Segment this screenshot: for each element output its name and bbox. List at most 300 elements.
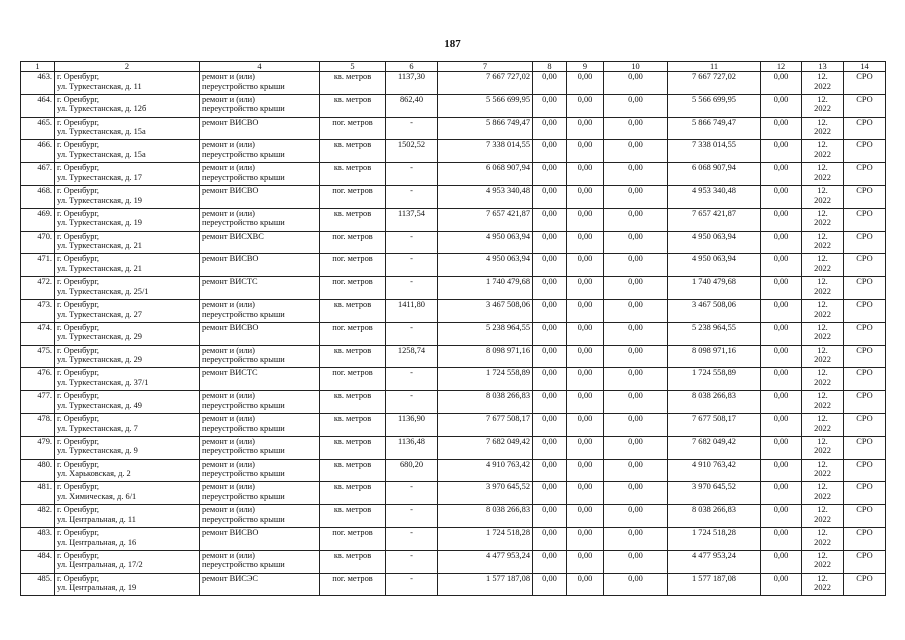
row-number-cell [21, 185, 55, 208]
quantity: - [410, 391, 413, 401]
address-line-1: г. Оренбург, [57, 527, 100, 537]
cost-col-10: 0,00 [628, 231, 643, 241]
row-number-cell [21, 322, 55, 345]
unit-cell [320, 345, 386, 368]
cost-col-11: 7 682 049,42 [692, 436, 736, 446]
cost-col-9-cell [567, 459, 604, 482]
cost-col-8-cell [533, 72, 567, 95]
table-row [21, 482, 886, 505]
cost-col-8-cell [533, 299, 567, 322]
address-line-2: ул. Центральная, д. 17/2 [57, 560, 143, 570]
cost-col-11: 8 038 266,83 [692, 391, 736, 401]
table-row [21, 208, 886, 231]
cost-col-10: 0,00 [628, 436, 643, 446]
cost-col-8: 0,00 [542, 573, 557, 583]
address-line-1: г. Оренбург, [57, 163, 100, 173]
funding-source: СРО [856, 277, 873, 287]
cost-col-10-cell [604, 550, 668, 573]
quantity-cell [386, 413, 438, 436]
address-line-1: г. Оренбург, [57, 368, 100, 378]
row-number: 470. [37, 231, 52, 241]
address-cell [55, 277, 200, 300]
cost-col-8: 0,00 [542, 185, 557, 195]
address-cell [55, 322, 200, 345]
total-cost-cell [438, 208, 533, 231]
row-number: 465. [37, 117, 52, 127]
total-cost: 7 338 014,55 [486, 140, 530, 150]
cost-col-12: 0,00 [773, 72, 789, 81]
cost-col-10: 0,00 [628, 413, 643, 423]
unit-cell [320, 72, 386, 95]
unit: кв. метров [333, 208, 372, 218]
cost-col-11: 5 866 749,47 [692, 117, 736, 127]
unit-cell [320, 368, 386, 391]
quantity-cell [386, 254, 438, 277]
cost-col-9-cell [567, 573, 604, 596]
funding-source: СРО [856, 413, 873, 423]
unit: пог. метров [332, 117, 373, 127]
cost-col-8: 0,00 [542, 277, 557, 287]
cost-col-11: 7 667 727,02 [692, 72, 736, 81]
cost-col-12-cell [761, 482, 802, 505]
funding-source: СРО [856, 208, 873, 218]
address-line-1: г. Оренбург, [57, 322, 100, 332]
work-type-cell [200, 94, 320, 117]
total-cost-cell [438, 505, 533, 528]
funding-source: СРО [856, 459, 873, 469]
cost-col-9: 0,00 [577, 185, 593, 195]
quantity: - [410, 573, 413, 583]
address-cell [55, 185, 200, 208]
address-line-1: г. Оренбург, [57, 505, 100, 515]
funding-source: СРО [856, 345, 873, 355]
cost-col-9: 0,00 [577, 459, 593, 469]
row-number: 466. [37, 140, 52, 150]
row-number-cell [21, 436, 55, 459]
unit: кв. метров [333, 459, 372, 469]
cost-col-11: 7 677 508,17 [692, 413, 736, 423]
total-cost: 8 038 266,83 [486, 391, 530, 401]
cost-col-9: 0,00 [577, 482, 593, 492]
unit: пог. метров [332, 368, 373, 378]
cost-col-11-cell [668, 345, 761, 368]
deadline-line-2: 2022 [814, 446, 831, 456]
quantity-cell [386, 368, 438, 391]
cost-col-9-cell [567, 505, 604, 528]
work-type-cell [200, 505, 320, 528]
cost-col-10: 0,00 [628, 550, 643, 560]
cost-col-11-cell [668, 436, 761, 459]
cost-col-12: 0,00 [773, 482, 789, 492]
cost-col-10: 0,00 [628, 459, 643, 469]
funding-source: СРО [856, 436, 873, 446]
cost-col-11-cell [668, 322, 761, 345]
cost-col-8: 0,00 [542, 436, 557, 446]
unit-cell [320, 185, 386, 208]
cost-col-8-cell [533, 459, 567, 482]
cost-col-8-cell [533, 413, 567, 436]
table-row [21, 345, 886, 368]
cost-col-8-cell [533, 185, 567, 208]
deadline-line-1: 12. [817, 117, 828, 127]
deadline-cell [802, 322, 844, 345]
cost-col-9: 0,00 [577, 391, 593, 401]
funding-source-cell [844, 527, 886, 550]
cost-col-9-cell [567, 231, 604, 254]
cost-col-12-cell [761, 163, 802, 186]
unit: кв. метров [333, 436, 372, 446]
cost-col-8-cell [533, 436, 567, 459]
work-type-cell [200, 185, 320, 208]
cost-col-8-cell [533, 231, 567, 254]
unit: кв. метров [333, 482, 372, 492]
unit-cell [320, 163, 386, 186]
cost-col-8-cell [533, 140, 567, 163]
unit: пог. метров [332, 254, 373, 264]
row-number: 479. [37, 436, 52, 446]
address-line-1: г. Оренбург, [57, 436, 100, 446]
work-type-line-1: ремонт ВИСЭС [202, 573, 258, 583]
quantity: - [410, 505, 413, 515]
unit-cell [320, 94, 386, 117]
quantity-cell [386, 573, 438, 596]
row-number: 475. [37, 345, 52, 355]
quantity: 1136,48 [398, 436, 425, 446]
funding-source: СРО [856, 94, 873, 104]
cost-col-10-cell [604, 436, 668, 459]
cost-col-12-cell [761, 391, 802, 414]
work-type-line-2: переустройство крыши [202, 218, 285, 228]
quantity-cell [386, 117, 438, 140]
deadline-line-1: 12. [817, 208, 828, 218]
quantity: 1411,80 [398, 299, 425, 309]
deadline-cell [802, 459, 844, 482]
cost-col-12: 0,00 [773, 94, 789, 104]
cost-col-8: 0,00 [542, 413, 557, 423]
table-row [21, 254, 886, 277]
cost-col-9: 0,00 [577, 368, 593, 378]
cost-col-11-cell [668, 254, 761, 277]
cost-col-9: 0,00 [577, 505, 593, 515]
cost-col-11: 4 910 763,42 [692, 459, 736, 469]
cost-col-11: 5 566 699,95 [692, 94, 736, 104]
deadline-line-1: 12. [817, 505, 828, 515]
work-type-line-1: ремонт ВИСВО [202, 527, 259, 537]
cost-col-10-cell [604, 140, 668, 163]
work-type-line-2: переустройство крыши [202, 149, 285, 159]
cost-col-11-cell [668, 505, 761, 528]
work-type-line-2: переустройство крыши [202, 400, 285, 410]
deadline-line-2: 2022 [814, 218, 831, 228]
cost-col-11-cell [668, 299, 761, 322]
cost-col-11: 4 950 063,94 [692, 231, 736, 241]
work-type-line-1: ремонт и (или) [202, 413, 255, 423]
cost-col-10: 0,00 [628, 505, 643, 515]
quantity: - [410, 368, 413, 378]
cost-col-10-cell [604, 254, 668, 277]
column-header: 4 [200, 62, 320, 72]
cost-col-8: 0,00 [542, 459, 557, 469]
address-line-2: ул. Туркестанская, д. 7 [57, 423, 138, 433]
quantity-cell [386, 436, 438, 459]
deadline-line-2: 2022 [814, 241, 831, 251]
unit-cell [320, 277, 386, 300]
cost-col-12: 0,00 [773, 573, 789, 583]
row-number: 467. [37, 163, 52, 173]
address-cell [55, 299, 200, 322]
work-type-line-1: ремонт и (или) [202, 94, 255, 104]
cost-col-11-cell [668, 208, 761, 231]
cost-col-12-cell [761, 72, 802, 95]
deadline-line-1: 12. [817, 254, 828, 264]
total-cost-cell [438, 368, 533, 391]
cost-col-12-cell [761, 185, 802, 208]
deadline-cell [802, 391, 844, 414]
work-type-line-1: ремонт и (или) [202, 140, 255, 150]
row-number: 476. [37, 368, 52, 378]
funding-source-cell [844, 482, 886, 505]
deadline-cell [802, 277, 844, 300]
total-cost-cell [438, 231, 533, 254]
cost-col-10-cell [604, 413, 668, 436]
cost-col-11: 1 724 518,28 [692, 527, 736, 537]
funding-source-cell [844, 413, 886, 436]
address-cell [55, 140, 200, 163]
cost-col-12: 0,00 [773, 254, 789, 264]
cost-col-12: 0,00 [773, 117, 789, 127]
row-number-cell [21, 208, 55, 231]
cost-col-12: 0,00 [773, 208, 789, 218]
work-type-line-1: ремонт ВИСТС [202, 368, 258, 378]
cost-col-12: 0,00 [773, 277, 789, 287]
address-cell [55, 117, 200, 140]
quantity-cell [386, 163, 438, 186]
address-line-2: ул. Туркестанская, д. 27 [57, 309, 142, 319]
row-number: 477. [37, 391, 52, 401]
total-cost-cell [438, 299, 533, 322]
total-cost: 5 238 964,55 [486, 322, 530, 332]
row-number-cell [21, 117, 55, 140]
row-number: 471. [37, 254, 52, 264]
cost-col-8: 0,00 [542, 299, 557, 309]
deadline-line-1: 12. [817, 573, 828, 583]
unit: кв. метров [333, 413, 372, 423]
total-cost: 8 038 266,83 [486, 505, 530, 515]
unit-cell [320, 254, 386, 277]
address-cell [55, 459, 200, 482]
unit-cell [320, 322, 386, 345]
cost-col-11-cell [668, 163, 761, 186]
cost-col-12-cell [761, 573, 802, 596]
address-line-2: ул. Туркестанская, д. 15а [57, 149, 146, 159]
cost-col-12-cell [761, 322, 802, 345]
unit-cell [320, 413, 386, 436]
total-cost-cell [438, 573, 533, 596]
work-type-cell [200, 231, 320, 254]
address-cell [55, 254, 200, 277]
cost-col-11-cell [668, 117, 761, 140]
work-type-line-2: переустройство крыши [202, 309, 285, 319]
address-line-2: ул. Туркестанская, д. 9 [57, 446, 138, 456]
address-line-1: г. Оренбург, [57, 185, 100, 195]
work-type-cell [200, 277, 320, 300]
funding-source-cell [844, 368, 886, 391]
deadline-line-2: 2022 [814, 537, 831, 547]
deadline-line-1: 12. [817, 94, 828, 104]
total-cost: 3 467 508,06 [486, 299, 530, 309]
cost-col-9: 0,00 [577, 140, 593, 150]
cost-col-8-cell [533, 391, 567, 414]
cost-col-10-cell [604, 163, 668, 186]
funding-source: СРО [856, 527, 873, 537]
unit: пог. метров [332, 185, 373, 195]
deadline-line-2: 2022 [814, 377, 831, 387]
work-type-cell [200, 573, 320, 596]
funding-source-cell [844, 391, 886, 414]
row-number-cell [21, 527, 55, 550]
cost-col-8-cell [533, 482, 567, 505]
work-type-cell [200, 322, 320, 345]
unit-cell [320, 299, 386, 322]
table-row [21, 505, 886, 528]
deadline-line-1: 12. [817, 550, 828, 560]
cost-col-10: 0,00 [628, 322, 643, 332]
cost-col-10-cell [604, 505, 668, 528]
address-line-2: ул. Туркестанская, д. 19 [57, 218, 142, 228]
cost-col-12-cell [761, 436, 802, 459]
address-cell [55, 231, 200, 254]
address-line-1: г. Оренбург, [57, 550, 100, 560]
work-type-line-1: ремонт и (или) [202, 391, 255, 401]
cost-col-11-cell [668, 72, 761, 95]
address-line-1: г. Оренбург, [57, 94, 100, 104]
cost-col-12-cell [761, 550, 802, 573]
total-cost: 7 667 727,02 [486, 72, 530, 81]
cost-col-8: 0,00 [542, 322, 557, 332]
quantity: - [410, 482, 413, 492]
cost-col-12-cell [761, 459, 802, 482]
row-number-cell [21, 505, 55, 528]
row-number: 469. [37, 208, 52, 218]
cost-col-11: 3 970 645,52 [692, 482, 736, 492]
row-number-cell [21, 94, 55, 117]
address-line-2: ул. Туркестанская, д. 37/1 [57, 377, 149, 387]
quantity-cell [386, 231, 438, 254]
work-type-line-2: переустройство крыши [202, 446, 285, 456]
row-number-cell [21, 299, 55, 322]
quantity: 1258,74 [397, 345, 426, 355]
cost-col-11-cell [668, 391, 761, 414]
cost-col-8-cell [533, 94, 567, 117]
work-type-cell [200, 345, 320, 368]
column-header: 11 [668, 62, 761, 72]
table-row [21, 527, 886, 550]
work-type-cell [200, 117, 320, 140]
cost-col-9-cell [567, 322, 604, 345]
table-row [21, 550, 886, 573]
deadline-line-2: 2022 [814, 583, 831, 593]
unit: кв. метров [333, 345, 372, 355]
cost-col-10: 0,00 [628, 140, 643, 150]
deadline-line-2: 2022 [814, 172, 831, 182]
total-cost-cell [438, 254, 533, 277]
cost-col-8-cell [533, 277, 567, 300]
address-line-2: ул. Туркестанская, д. 19 [57, 195, 142, 205]
table-row [21, 322, 886, 345]
cost-col-8-cell [533, 550, 567, 573]
cost-col-12: 0,00 [773, 527, 789, 537]
cost-col-11-cell [668, 140, 761, 163]
row-number: 482. [37, 505, 52, 515]
deadline-cell [802, 368, 844, 391]
row-number: 481. [37, 482, 52, 492]
column-header: 10 [604, 62, 668, 72]
table-row [21, 573, 886, 596]
quantity: - [410, 277, 413, 287]
table-row [21, 459, 886, 482]
address-cell [55, 163, 200, 186]
address-cell [55, 527, 200, 550]
work-type-line-2: переустройство крыши [202, 514, 285, 524]
address-line-2: ул. Туркестанская, д. 21 [57, 241, 142, 251]
total-cost: 4 477 953,24 [486, 550, 530, 560]
cost-col-10: 0,00 [628, 163, 643, 173]
cost-col-10: 0,00 [628, 254, 643, 264]
quantity-cell [386, 140, 438, 163]
address-line-1: г. Оренбург, [57, 231, 100, 241]
row-number-cell [21, 72, 55, 95]
cost-col-8-cell [533, 163, 567, 186]
quantity-cell [386, 94, 438, 117]
cost-col-12: 0,00 [773, 231, 789, 241]
funding-source-cell [844, 459, 886, 482]
unit-cell [320, 550, 386, 573]
cost-col-11: 4 953 340,48 [692, 185, 736, 195]
quantity: - [410, 527, 413, 537]
unit: кв. метров [333, 391, 372, 401]
repair-register-table [20, 61, 886, 596]
cost-col-8-cell [533, 254, 567, 277]
column-header: 12 [761, 62, 802, 72]
cost-col-8: 0,00 [542, 208, 557, 218]
cost-col-11-cell [668, 459, 761, 482]
work-type-line-2: переустройство крыши [202, 423, 285, 433]
cost-col-11-cell [668, 413, 761, 436]
cost-col-11: 4 477 953,24 [692, 550, 736, 560]
quantity: 1137,54 [398, 208, 425, 218]
address-line-1: г. Оренбург, [57, 254, 100, 264]
cost-col-9: 0,00 [577, 322, 593, 332]
funding-source-cell [844, 322, 886, 345]
quantity: - [410, 550, 413, 560]
deadline-cell [802, 482, 844, 505]
cost-col-12-cell [761, 505, 802, 528]
total-cost-cell [438, 72, 533, 95]
cost-col-11-cell [668, 550, 761, 573]
table-row [21, 413, 886, 436]
work-type-cell [200, 72, 320, 95]
address-line-1: г. Оренбург, [57, 391, 100, 401]
work-type-line-1: ремонт и (или) [202, 505, 255, 515]
cost-col-12: 0,00 [773, 550, 789, 560]
header-row [21, 62, 886, 72]
total-cost: 4 953 340,48 [486, 185, 530, 195]
cost-col-8-cell [533, 345, 567, 368]
cost-col-12: 0,00 [773, 505, 789, 515]
deadline-line-2: 2022 [814, 514, 831, 524]
work-type-line-1: ремонт и (или) [202, 345, 255, 355]
address-cell [55, 482, 200, 505]
